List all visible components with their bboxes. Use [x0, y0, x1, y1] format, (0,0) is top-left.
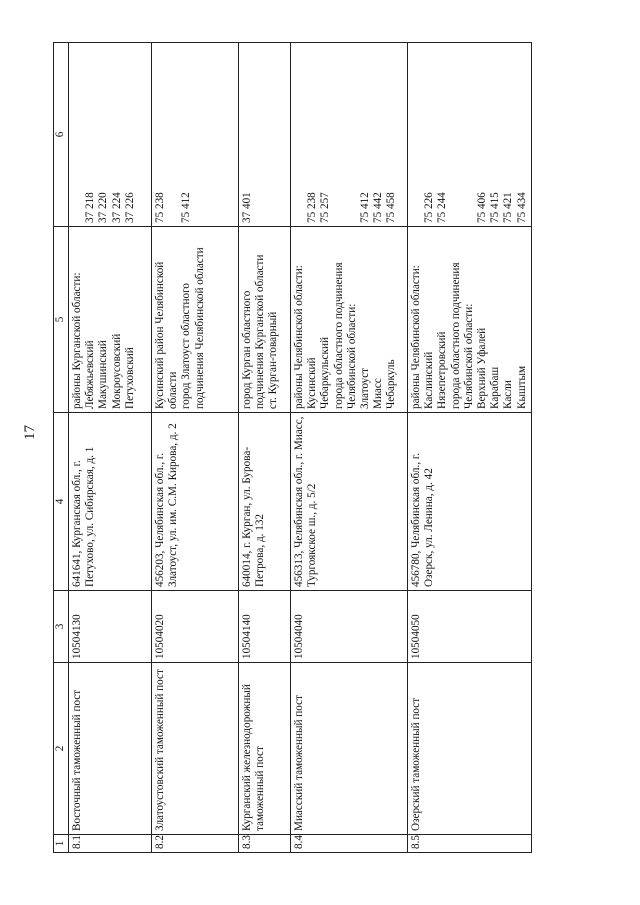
area-line: Челябинской области:: [345, 303, 358, 409]
post-address: 456780, Челябинская обл., г. Озерск, ул. Ленина, д. 42: [408, 413, 532, 591]
okato-code: [346, 46, 359, 223]
area-line: Кусинский: [306, 357, 319, 409]
area-line: Чебаркуль: [385, 359, 398, 409]
post-code: 10504020: [152, 591, 239, 663]
area-line: Верхний Уфалей: [476, 327, 489, 409]
okato-code: 37 226: [123, 192, 136, 223]
area-line: подчинения Челябинской области: [193, 247, 206, 409]
okato-code: 75 244: [436, 192, 449, 223]
service-area: [69, 227, 152, 413]
okato-code: 75 412: [180, 192, 193, 223]
area-line: Петуховский: [123, 347, 136, 409]
service-area: [408, 227, 532, 413]
area-line: районы Челябинской области:: [410, 265, 422, 409]
post-code: 10504140: [239, 591, 291, 663]
okato-code: [463, 46, 476, 223]
post-name: Восточный таможенный пост: [69, 663, 152, 835]
area-line: районы Курганской области:: [71, 272, 83, 409]
okato-code: [71, 46, 84, 223]
column-header: 2: [54, 663, 69, 835]
okato-code: 75 257: [319, 192, 332, 223]
okato-codes: [408, 43, 532, 227]
column-header: 6: [54, 43, 69, 227]
okato-code: 75 458: [385, 192, 398, 223]
column-header: 4: [54, 413, 69, 591]
area-line: город Златоуст областного: [180, 282, 193, 409]
okato-code: 75 412: [359, 192, 372, 223]
post-name: Озерский таможенный пост: [408, 663, 532, 835]
area-line: области: [167, 371, 180, 409]
post-name: Курганский железнодорожный таможенный пост: [239, 663, 291, 835]
area-line: Нязепетровский: [436, 331, 449, 409]
okato-code: [450, 46, 463, 223]
area-line: Челябинской области:: [462, 303, 475, 409]
area-line: Мокроусовский: [110, 333, 123, 409]
table-row: [69, 43, 152, 853]
okato-code: 37 218: [84, 192, 97, 223]
post-address: 640014, г. Курган, ул. Бурова-Петрова, д. 132: [239, 413, 291, 591]
okato-code: [167, 46, 180, 223]
area-line: районы Челябинской области:: [293, 265, 305, 409]
row-number: 8.4: [291, 835, 408, 853]
okato-codes: [291, 43, 408, 227]
area-line: Кусинский район Челябинской: [154, 261, 166, 409]
okato-code: 75 434: [515, 192, 528, 223]
area-line: подчинения Курганской области: [254, 254, 267, 409]
row-number: 8.3: [239, 835, 291, 853]
table-row: [239, 43, 291, 853]
post-code: 10504130: [69, 591, 152, 663]
okato-code: [333, 46, 346, 223]
table-row: [152, 43, 239, 853]
okato-codes: [239, 43, 291, 227]
table-row: [408, 43, 532, 853]
okato-code: 37 224: [110, 192, 123, 223]
okato-code: 75 442: [372, 192, 385, 223]
okato-code: 75 226: [423, 192, 436, 223]
area-line: ст. Курган-товарный: [267, 311, 280, 409]
okato-code: [410, 46, 423, 223]
area-line: город Курган областного: [241, 290, 253, 409]
area-line: Златоуст: [359, 367, 372, 409]
customs-posts-table: [53, 42, 532, 853]
area-line: Чебаркульский: [319, 337, 332, 409]
okato-code: 75 421: [502, 192, 515, 223]
post-code: 10504040: [291, 591, 408, 663]
area-line: города областного подчинения: [449, 262, 462, 409]
okato-code: [293, 46, 306, 223]
service-area: [152, 227, 239, 413]
area-line: Карабаш: [489, 366, 502, 409]
area-line: города областного подчинения: [332, 262, 345, 409]
area-line: Миасс: [372, 378, 385, 409]
post-address: 456313, Челябинская обл., г. Миасс, Тургоякское ш., д. 5/2: [291, 413, 408, 591]
area-line: Кыштым: [515, 365, 528, 409]
header-row: [54, 43, 69, 853]
okato-codes: [152, 43, 239, 227]
area-line: Лебяжьевский: [84, 340, 97, 409]
column-header: 3: [54, 591, 69, 663]
post-address: 456203, Челябинская обл., г. Златоуст, ул. им. С.М. Кирова, д. 2: [152, 413, 239, 591]
okato-code: 75 406: [476, 192, 489, 223]
okato-code: 37 401: [241, 192, 253, 223]
table-row: [291, 43, 408, 853]
row-number: 8.1: [69, 835, 152, 853]
post-code: 10504050: [408, 591, 532, 663]
column-header: 1: [54, 835, 69, 853]
service-area: [239, 227, 291, 413]
area-line: Макушинский: [97, 340, 110, 409]
rotated-table-container: [53, 43, 637, 853]
okato-code: [194, 46, 207, 223]
service-area: [291, 227, 408, 413]
row-number: 8.2: [152, 835, 239, 853]
okato-code: [254, 46, 267, 223]
area-line: Касли: [502, 380, 515, 409]
page-number: 17: [22, 425, 38, 440]
okato-code: 75 238: [154, 192, 166, 223]
okato-code: [267, 46, 280, 223]
okato-code: 75 415: [489, 192, 502, 223]
post-address: 641641, Курганская обл., г. Петухово, ул. Сибирская, д. 1: [69, 413, 152, 591]
okato-codes: [69, 43, 152, 227]
column-header: 5: [54, 227, 69, 413]
area-line: Каслинский: [423, 351, 436, 409]
post-name: Златоустовский таможенный пост: [152, 663, 239, 835]
okato-code: 75 238: [306, 192, 319, 223]
okato-code: 37 220: [97, 192, 110, 223]
post-name: Миасский таможенный пост: [291, 663, 408, 835]
row-number: 8.5: [408, 835, 532, 853]
